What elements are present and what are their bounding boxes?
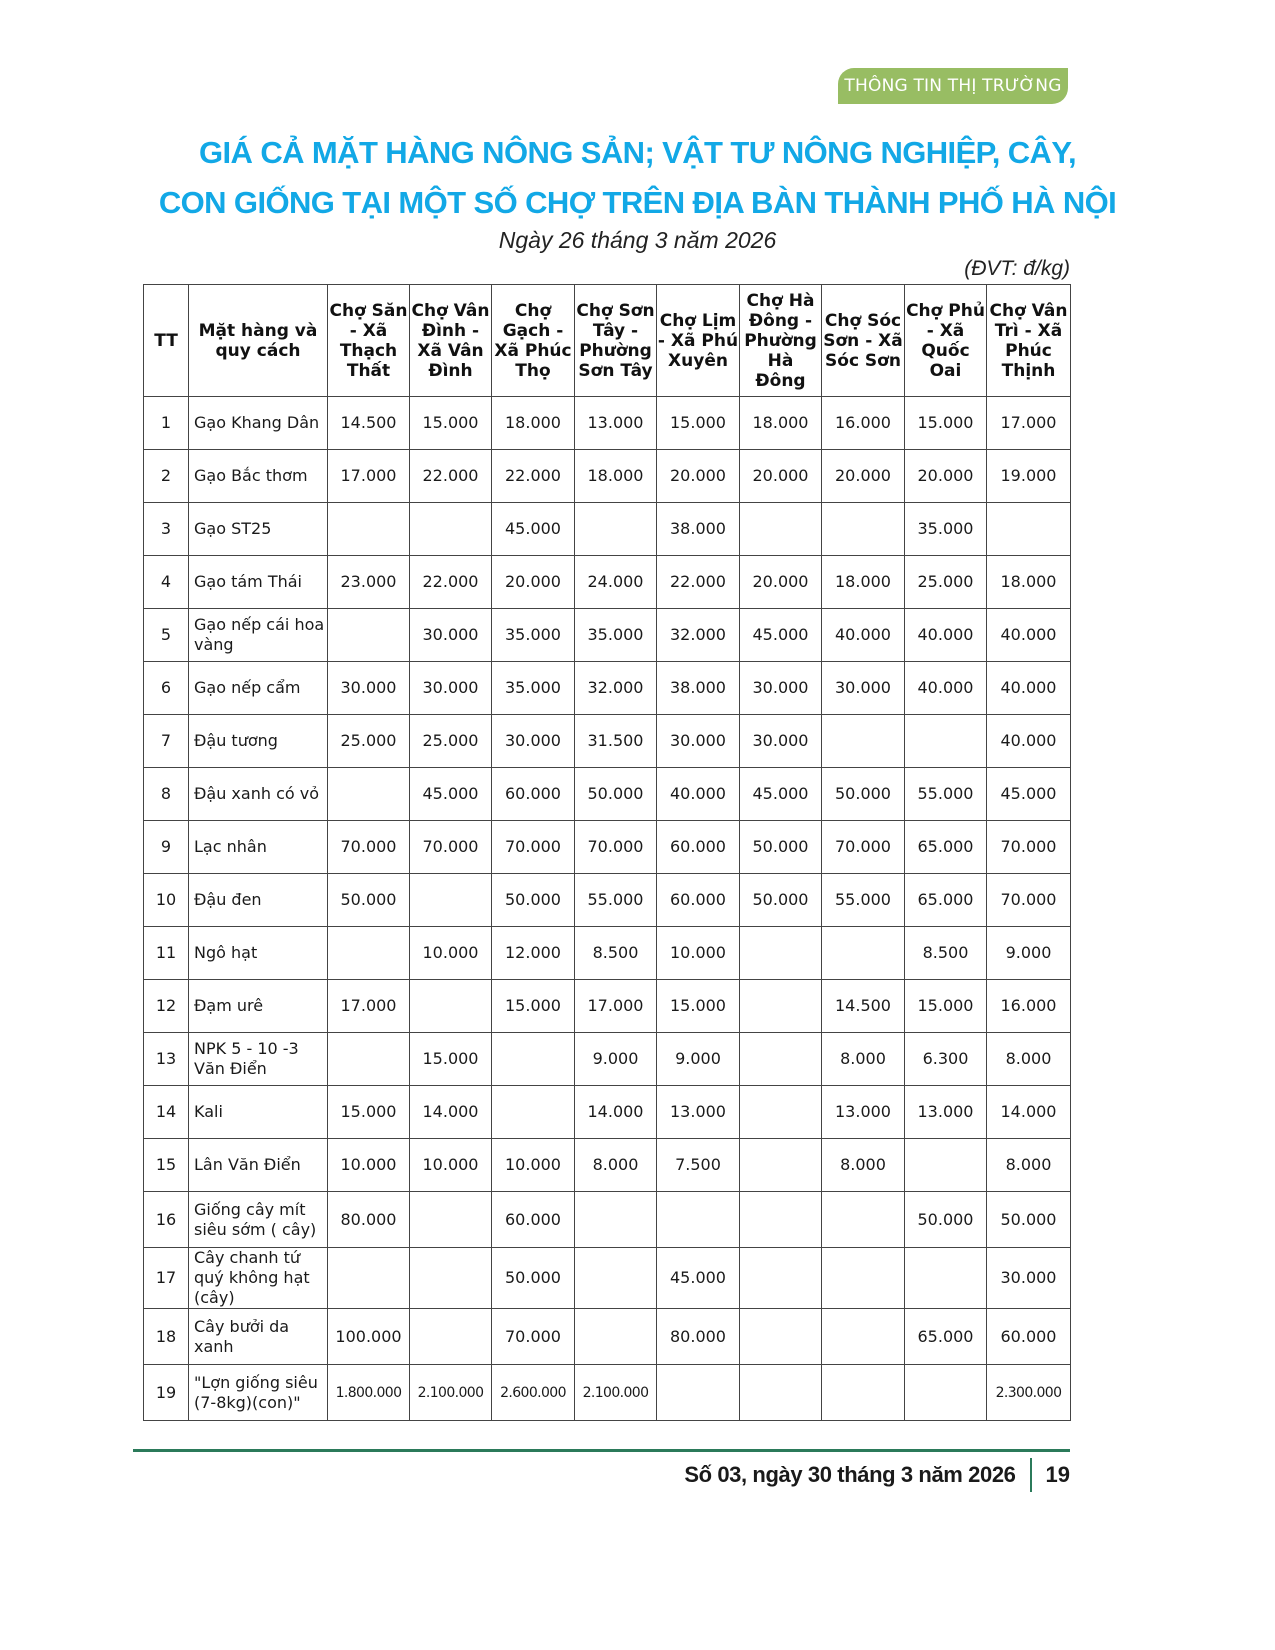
price-cell: 20.000 xyxy=(492,556,575,609)
row-number: 5 xyxy=(144,609,189,662)
row-number: 4 xyxy=(144,556,189,609)
item-name: Gạo Bắc thơm xyxy=(189,450,328,503)
price-cell: 38.000 xyxy=(657,503,740,556)
table-row xyxy=(144,397,1071,450)
price-cell: 38.000 xyxy=(657,662,740,715)
row-number: 3 xyxy=(144,503,189,556)
price-cell: 30.000 xyxy=(492,715,575,768)
price-cell xyxy=(328,927,410,980)
price-cell: 15.000 xyxy=(905,980,987,1033)
table-row xyxy=(144,1309,1071,1365)
price-cell xyxy=(822,1192,905,1248)
price-cell: 35.000 xyxy=(905,503,987,556)
price-cell: 30.000 xyxy=(410,609,492,662)
price-cell: 13.000 xyxy=(905,1086,987,1139)
table-row xyxy=(144,609,1071,662)
row-number: 9 xyxy=(144,821,189,874)
price-cell: 50.000 xyxy=(492,874,575,927)
item-name: Gạo nếp cái hoa vàng xyxy=(189,609,328,662)
table-row xyxy=(144,1086,1071,1139)
price-cell: 70.000 xyxy=(987,874,1071,927)
price-cell: 10.000 xyxy=(492,1139,575,1192)
price-cell: 32.000 xyxy=(657,609,740,662)
row-number: 16 xyxy=(144,1192,189,1248)
item-name: Đậu xanh có vỏ xyxy=(189,768,328,821)
price-cell: 45.000 xyxy=(410,768,492,821)
price-cell: 25.000 xyxy=(410,715,492,768)
price-cell: 9.000 xyxy=(657,1033,740,1086)
price-cell: 20.000 xyxy=(905,450,987,503)
price-cell: 30.000 xyxy=(657,715,740,768)
price-cell xyxy=(740,1309,822,1365)
table-row xyxy=(144,1365,1071,1421)
price-cell xyxy=(740,1033,822,1086)
price-cell: 55.000 xyxy=(575,874,657,927)
item-name: Kali xyxy=(189,1086,328,1139)
price-cell xyxy=(410,1248,492,1309)
row-number: 11 xyxy=(144,927,189,980)
price-cell: 10.000 xyxy=(410,1139,492,1192)
price-cell: 2.100.000 xyxy=(575,1365,657,1421)
price-cell: 60.000 xyxy=(492,768,575,821)
price-cell: 8.000 xyxy=(822,1033,905,1086)
price-cell: 40.000 xyxy=(905,609,987,662)
price-cell: 45.000 xyxy=(987,768,1071,821)
table-row xyxy=(144,821,1071,874)
price-cell: 14.500 xyxy=(822,980,905,1033)
item-name: Gạo Khang Dân xyxy=(189,397,328,450)
table-row xyxy=(144,662,1071,715)
column-header: TT xyxy=(144,285,189,397)
price-cell xyxy=(822,1365,905,1421)
price-cell: 10.000 xyxy=(328,1139,410,1192)
price-cell: 2.100.000 xyxy=(410,1365,492,1421)
price-cell xyxy=(822,503,905,556)
price-cell: 40.000 xyxy=(987,662,1071,715)
unit-note: (ĐVT: đ/kg) xyxy=(964,257,1070,280)
item-name: Cây bưởi da xanh xyxy=(189,1309,328,1365)
row-number: 17 xyxy=(144,1248,189,1309)
price-cell xyxy=(740,1139,822,1192)
item-name: Lạc nhân xyxy=(189,821,328,874)
price-cell: 17.000 xyxy=(575,980,657,1033)
price-cell: 30.000 xyxy=(740,715,822,768)
column-header: Chợ Gạch - Xã Phúc Thọ xyxy=(492,285,575,397)
table-row xyxy=(144,874,1071,927)
price-cell: 12.000 xyxy=(492,927,575,980)
price-cell: 50.000 xyxy=(492,1248,575,1309)
table-row xyxy=(144,1248,1071,1309)
price-cell: 70.000 xyxy=(328,821,410,874)
price-cell: 14.500 xyxy=(328,397,410,450)
price-cell xyxy=(905,1248,987,1309)
price-cell xyxy=(822,927,905,980)
price-cell: 50.000 xyxy=(740,821,822,874)
price-cell: 35.000 xyxy=(492,662,575,715)
price-cell: 8.000 xyxy=(987,1033,1071,1086)
price-cell: 80.000 xyxy=(328,1192,410,1248)
price-cell xyxy=(740,980,822,1033)
price-cell: 25.000 xyxy=(905,556,987,609)
price-cell xyxy=(410,874,492,927)
page-title xyxy=(100,128,1175,228)
price-cell: 60.000 xyxy=(657,874,740,927)
page-title-line-2: CON GIỐNG TẠI MỘT SỐ CHỢ TRÊN ĐỊA BÀN THÀNH PHỐ HÀ NỘI xyxy=(158,185,1117,220)
item-name: Ngô hạt xyxy=(189,927,328,980)
price-cell xyxy=(410,503,492,556)
price-cell xyxy=(657,1192,740,1248)
price-cell xyxy=(657,1365,740,1421)
price-cell: 55.000 xyxy=(905,768,987,821)
price-cell xyxy=(740,927,822,980)
price-cell: 15.000 xyxy=(492,980,575,1033)
price-cell xyxy=(740,1365,822,1421)
price-cell: 7.500 xyxy=(657,1139,740,1192)
price-cell: 9.000 xyxy=(575,1033,657,1086)
price-cell: 70.000 xyxy=(822,821,905,874)
price-cell: 40.000 xyxy=(822,609,905,662)
price-cell: 65.000 xyxy=(905,821,987,874)
footer xyxy=(684,1458,1070,1492)
price-cell: 40.000 xyxy=(657,768,740,821)
column-header: Chợ Phủ - Xã Quốc Oai xyxy=(905,285,987,397)
table-header-row xyxy=(144,285,1071,397)
price-cell: 10.000 xyxy=(657,927,740,980)
item-name: Đậu tương xyxy=(189,715,328,768)
table-row xyxy=(144,450,1071,503)
price-cell: 2.300.000 xyxy=(987,1365,1071,1421)
price-cell: 16.000 xyxy=(987,980,1071,1033)
price-cell: 60.000 xyxy=(987,1309,1071,1365)
column-header: Chợ Sơn Tây - Phường Sơn Tây xyxy=(575,285,657,397)
price-cell: 15.000 xyxy=(905,397,987,450)
price-cell xyxy=(575,1248,657,1309)
price-cell xyxy=(328,503,410,556)
price-cell xyxy=(575,1192,657,1248)
price-cell: 50.000 xyxy=(740,874,822,927)
price-cell: 45.000 xyxy=(657,1248,740,1309)
price-cell: 15.000 xyxy=(657,397,740,450)
price-cell: 18.000 xyxy=(492,397,575,450)
price-cell: 35.000 xyxy=(575,609,657,662)
price-cell: 17.000 xyxy=(328,980,410,1033)
footer-issue: Số 03, ngày 30 tháng 3 năm 2026 xyxy=(684,1462,1016,1487)
row-number: 1 xyxy=(144,397,189,450)
item-name: Giống cây mít siêu sớm ( cây) xyxy=(189,1192,328,1248)
section-badge: THÔNG TIN THỊ TRƯỜNG xyxy=(838,68,1068,104)
table-row xyxy=(144,1192,1071,1248)
row-number: 19 xyxy=(144,1365,189,1421)
price-cell xyxy=(905,1139,987,1192)
price-cell xyxy=(905,1365,987,1421)
price-cell: 17.000 xyxy=(328,450,410,503)
price-cell: 31.500 xyxy=(575,715,657,768)
item-name: Lân Văn Điển xyxy=(189,1139,328,1192)
price-cell: 8.500 xyxy=(905,927,987,980)
row-number: 12 xyxy=(144,980,189,1033)
price-cell: 70.000 xyxy=(492,821,575,874)
price-cell: 16.000 xyxy=(822,397,905,450)
price-cell: 14.000 xyxy=(987,1086,1071,1139)
item-name: Đạm urê xyxy=(189,980,328,1033)
price-cell: 2.600.000 xyxy=(492,1365,575,1421)
price-cell: 25.000 xyxy=(328,715,410,768)
price-cell: 14.000 xyxy=(575,1086,657,1139)
price-cell xyxy=(328,609,410,662)
table-row xyxy=(144,503,1071,556)
price-cell: 50.000 xyxy=(822,768,905,821)
price-cell: 10.000 xyxy=(410,927,492,980)
price-cell: 40.000 xyxy=(905,662,987,715)
price-cell: 15.000 xyxy=(657,980,740,1033)
row-number: 7 xyxy=(144,715,189,768)
price-cell: 50.000 xyxy=(905,1192,987,1248)
price-cell: 80.000 xyxy=(657,1309,740,1365)
price-cell xyxy=(740,503,822,556)
price-cell: 60.000 xyxy=(657,821,740,874)
price-cell: 30.000 xyxy=(328,662,410,715)
price-cell: 70.000 xyxy=(410,821,492,874)
price-cell: 45.000 xyxy=(740,768,822,821)
price-cell: 70.000 xyxy=(987,821,1071,874)
table-row xyxy=(144,1139,1071,1192)
price-cell xyxy=(822,1248,905,1309)
table-row xyxy=(144,556,1071,609)
price-cell: 13.000 xyxy=(657,1086,740,1139)
row-number: 8 xyxy=(144,768,189,821)
row-number: 13 xyxy=(144,1033,189,1086)
price-cell: 65.000 xyxy=(905,1309,987,1365)
column-header: Mặt hàng và quy cách xyxy=(189,285,328,397)
price-cell: 22.000 xyxy=(657,556,740,609)
price-cell: 24.000 xyxy=(575,556,657,609)
price-cell: 8.000 xyxy=(822,1139,905,1192)
price-cell: 60.000 xyxy=(492,1192,575,1248)
price-cell: 20.000 xyxy=(822,450,905,503)
price-cell: 65.000 xyxy=(905,874,987,927)
table-row xyxy=(144,927,1071,980)
price-cell: 70.000 xyxy=(575,821,657,874)
page-number: 19 xyxy=(1045,1462,1070,1487)
price-cell: 30.000 xyxy=(410,662,492,715)
column-header: Chợ Sóc Sơn - Xã Sóc Sơn xyxy=(822,285,905,397)
table-row xyxy=(144,715,1071,768)
item-name: Gạo tám Thái xyxy=(189,556,328,609)
price-cell: 23.000 xyxy=(328,556,410,609)
price-cell xyxy=(328,1248,410,1309)
price-cell xyxy=(740,1192,822,1248)
row-number: 2 xyxy=(144,450,189,503)
price-cell xyxy=(328,1033,410,1086)
item-name: "Lợn giống siêu (7-8kg)(con)" xyxy=(189,1365,328,1421)
price-cell: 19.000 xyxy=(987,450,1071,503)
price-cell xyxy=(492,1033,575,1086)
report-date: Ngày 26 tháng 3 năm 2026 xyxy=(498,227,777,253)
price-cell: 45.000 xyxy=(492,503,575,556)
price-cell: 13.000 xyxy=(822,1086,905,1139)
price-cell: 17.000 xyxy=(987,397,1071,450)
row-number: 18 xyxy=(144,1309,189,1365)
price-cell xyxy=(410,980,492,1033)
price-cell: 14.000 xyxy=(410,1086,492,1139)
column-header: Chợ Lịm - Xã Phú Xuyên xyxy=(657,285,740,397)
footer-divider xyxy=(133,1449,1070,1452)
row-number: 14 xyxy=(144,1086,189,1139)
price-cell xyxy=(410,1192,492,1248)
price-cell xyxy=(328,768,410,821)
price-cell xyxy=(740,1086,822,1139)
price-cell: 1.800.000 xyxy=(328,1365,410,1421)
price-cell: 6.300 xyxy=(905,1033,987,1086)
price-cell: 32.000 xyxy=(575,662,657,715)
row-number: 15 xyxy=(144,1139,189,1192)
item-name: Cây chanh tứ quý không hạt (cây) xyxy=(189,1248,328,1309)
item-name: Gạo ST25 xyxy=(189,503,328,556)
row-number: 10 xyxy=(144,874,189,927)
table-row xyxy=(144,980,1071,1033)
item-name: NPK 5 - 10 -3 Văn Điển xyxy=(189,1033,328,1086)
price-cell xyxy=(492,1086,575,1139)
price-cell: 100.000 xyxy=(328,1309,410,1365)
price-cell: 50.000 xyxy=(575,768,657,821)
item-name: Đậu đen xyxy=(189,874,328,927)
column-header: Chợ Săn - Xã Thạch Thất xyxy=(328,285,410,397)
table-row xyxy=(144,1033,1071,1086)
price-cell: 13.000 xyxy=(575,397,657,450)
price-cell: 30.000 xyxy=(822,662,905,715)
price-cell: 9.000 xyxy=(987,927,1071,980)
price-cell: 35.000 xyxy=(492,609,575,662)
price-cell: 15.000 xyxy=(328,1086,410,1139)
page-title-line-1: GIÁ CẢ MẶT HÀNG NÔNG SẢN; VẬT TƯ NÔNG NGHIỆP, CÂY, xyxy=(199,135,1076,170)
price-cell: 8.000 xyxy=(987,1139,1071,1192)
price-cell xyxy=(987,503,1071,556)
price-cell: 20.000 xyxy=(657,450,740,503)
price-cell xyxy=(410,1309,492,1365)
table-body xyxy=(144,397,1071,1421)
price-cell: 18.000 xyxy=(987,556,1071,609)
price-cell: 8.000 xyxy=(575,1139,657,1192)
column-header: Chợ Vân Trì - Xã Phúc Thịnh xyxy=(987,285,1071,397)
price-cell: 45.000 xyxy=(740,609,822,662)
price-cell: 22.000 xyxy=(410,450,492,503)
price-cell xyxy=(740,1248,822,1309)
price-cell xyxy=(905,715,987,768)
price-cell: 30.000 xyxy=(740,662,822,715)
price-cell xyxy=(575,503,657,556)
item-name: Gạo nếp cẩm xyxy=(189,662,328,715)
price-cell: 70.000 xyxy=(492,1309,575,1365)
price-cell: 20.000 xyxy=(740,556,822,609)
price-cell: 8.500 xyxy=(575,927,657,980)
price-cell: 15.000 xyxy=(410,397,492,450)
price-cell: 22.000 xyxy=(410,556,492,609)
price-cell: 40.000 xyxy=(987,609,1071,662)
price-cell: 50.000 xyxy=(328,874,410,927)
column-header: Chợ Vân Đình - Xã Vân Đình xyxy=(410,285,492,397)
price-cell: 20.000 xyxy=(740,450,822,503)
price-cell xyxy=(575,1309,657,1365)
price-cell: 18.000 xyxy=(575,450,657,503)
price-cell: 30.000 xyxy=(987,1248,1071,1309)
price-cell: 22.000 xyxy=(492,450,575,503)
price-cell: 18.000 xyxy=(740,397,822,450)
price-cell: 15.000 xyxy=(410,1033,492,1086)
price-cell xyxy=(822,1309,905,1365)
price-cell xyxy=(822,715,905,768)
column-header: Chợ Hà Đông - Phường Hà Đông xyxy=(740,285,822,397)
price-cell: 55.000 xyxy=(822,874,905,927)
price-table xyxy=(143,284,1071,1421)
price-cell: 50.000 xyxy=(987,1192,1071,1248)
price-cell: 40.000 xyxy=(987,715,1071,768)
table-row xyxy=(144,768,1071,821)
row-number: 6 xyxy=(144,662,189,715)
footer-separator xyxy=(1030,1458,1032,1492)
price-cell: 18.000 xyxy=(822,556,905,609)
